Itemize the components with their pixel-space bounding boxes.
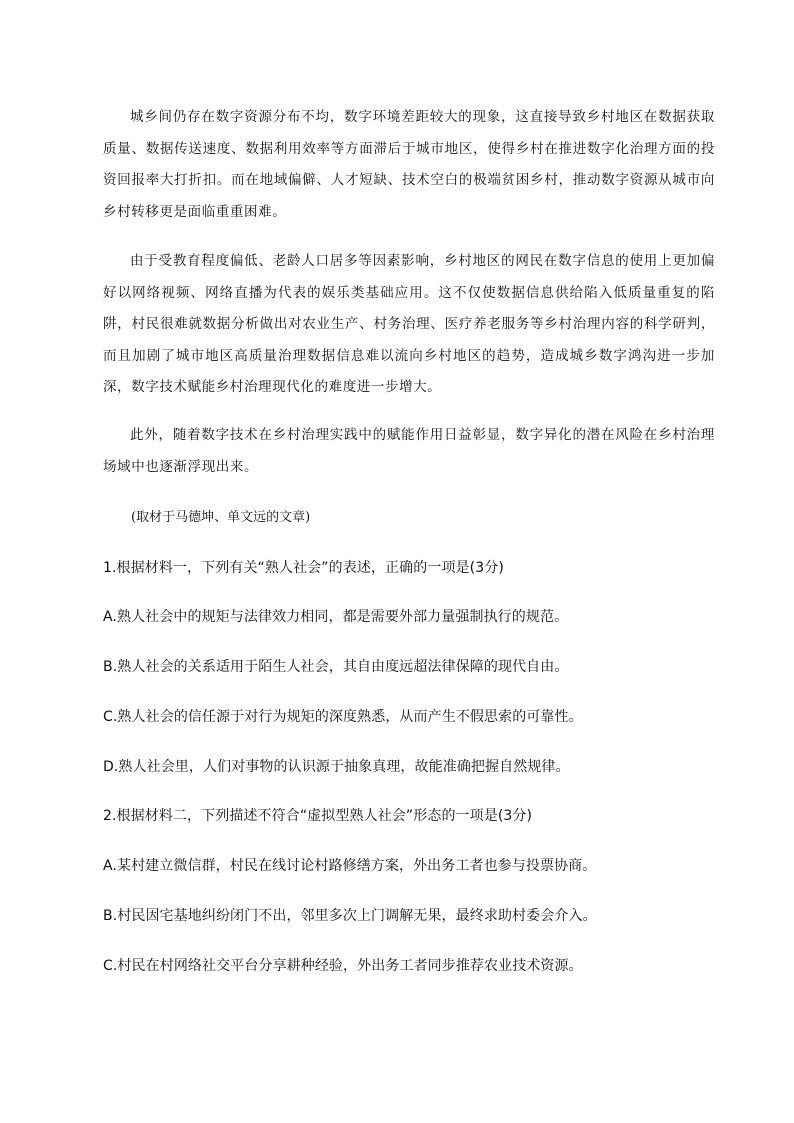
passage-paragraph-2: 由于受教育程度偏低、老龄人口居多等因素影响，乡村地区的网民在数字信息的使用上更加偏好以网络视频、网络直播为代表的娱乐类基础应用。这不仅使数据信息供给陷入低质量重复的陷阱，村民很难就数据分析做出对农业生产、村务治理、医疗养老服务等乡村治理内容的科学研判，而且加剧了城市地区高质量治理数据信息难以流向乡村地区的趋势，造成城乡数字鸿沟进一步加深，数字技术赋能乡村治理现代化的难度进一步增大。: [103, 253, 715, 395]
passage-paragraph-1: 城乡间仍存在数字资源分布不均，数字环境差距较大的现象，这直接导致乡村地区在数据获取质量、数据传送速度、数据利用效率等方面滞后于城市地区，使得乡村在推进数字化治理方面的投资回报率大打折扣。而在地域偏僻、人才短缺、技术空白的极端贫困乡村，推动数字资源从城市向乡村转移更是面临重重困难。: [103, 109, 715, 220]
question-2-option-a: A.某村建立微信群，村民在线讨论村路修缮方案，外出务工者也参与投票协商。: [103, 858, 597, 874]
question-2-stem: 2.根据材料二，下列描述不符合“虚拟型熟人社会”形态的一项是(3分): [103, 808, 533, 824]
question-2-option-c: C.村民在村网络社交平台分享耕种经验，外出务工者同步推荐农业技术资源。: [103, 958, 583, 974]
question-1-option-a: A.熟人社会中的规矩与法律效力相同，都是需要外部力量强制执行的规范。: [103, 609, 569, 625]
question-1-option-c: C.熟人社会的信任源于对行为规矩的深度熟悉，从而产生不假思索的可靠性。: [103, 709, 583, 725]
question-1-stem: 1.根据材料一，下列有关“熟人社会”的表述，正确的一项是(3分): [103, 560, 504, 576]
question-1-option-b: B.熟人社会的关系适用于陌生人社会，其自由度远超法律保障的现代自由。: [103, 659, 569, 675]
question-2-option-b: B.村民因宅基地纠纷闭门不出，邻里多次上门调解无果，最终求助村委会介入。: [103, 908, 597, 924]
source-citation: (取材于马德坤、单文远的文章): [131, 510, 311, 525]
question-1-option-d: D.熟人社会里，人们对事物的认识源于抽象真理，故能准确把握自然规律。: [103, 759, 570, 775]
passage-paragraph-3: 此外，随着数字技术在乡村治理实践中的赋能作用日益彰显，数字异化的潜在风险在乡村治理场域中也逐渐浮现出来。: [103, 427, 715, 475]
